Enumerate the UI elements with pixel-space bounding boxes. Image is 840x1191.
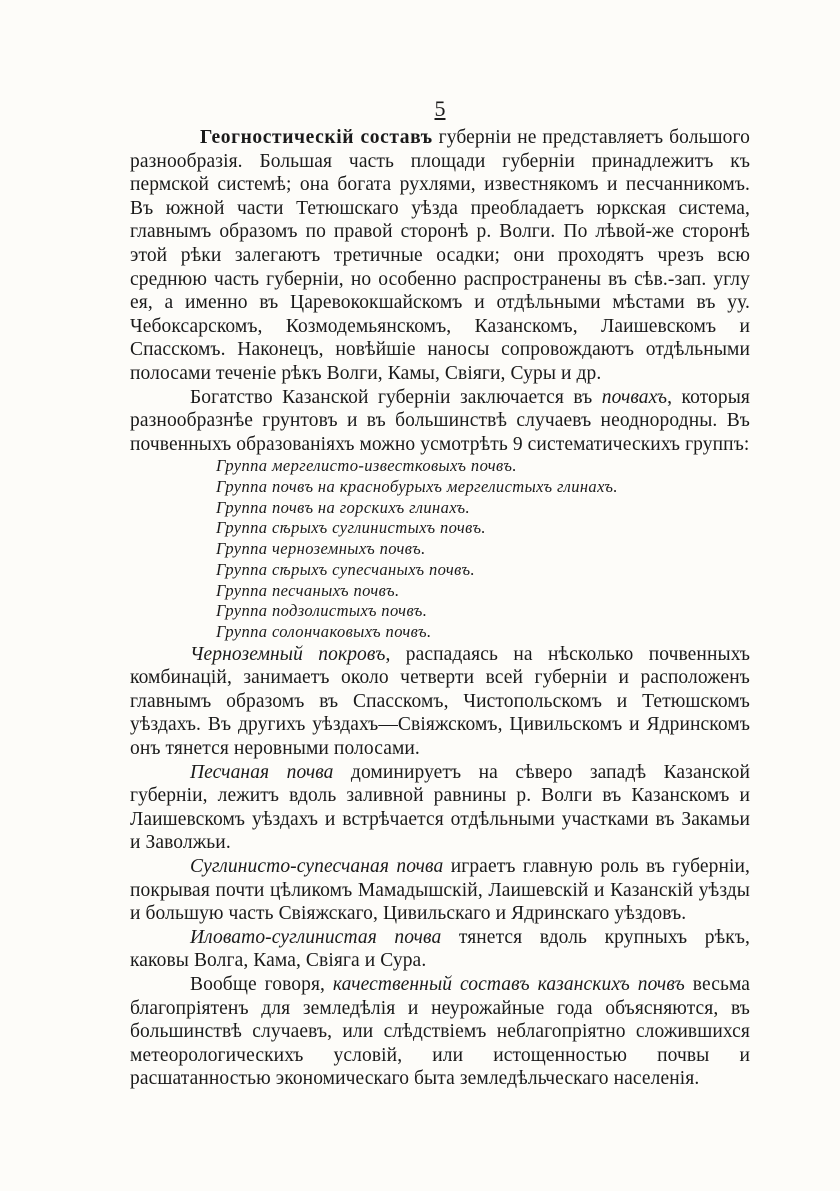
paragraph-italic-term: Песчаная почва [190,761,334,783]
paragraph-italic-term: качественный составъ казанскихъ почвъ [332,973,685,995]
soil-group-item: Группа песчаныхъ почвъ. [216,580,400,600]
paragraph-lead-heading: Геогностическій составъ [200,127,433,148]
paragraph-general-conclusion [130,973,750,1091]
paragraph-text: тянется вдоль крупныхъ рѣкъ, каковы Волга, Кама, Свіяга и Сура. [130,926,750,972]
soil-group-item: Группа сѣрыхъ суглинистыхъ почвъ. [216,518,486,538]
paragraph-italic-term: Суглинисто-супесчаная почва [190,855,444,877]
paragraph-text: играетъ главную роль въ губерніи, покрывая почти цѣликомъ Мамадышскій, Лаишевскій и Казанскій уѣзды и большую часть Свіяжскаго, Цивильскаго и Ядринскаго уѣздовъ. [130,855,751,925]
page-number: 5 [434,96,446,121]
soil-group-item: Группа подзолистыхъ почвъ. [216,601,428,621]
soil-group-item: Группа черноземныхъ почвъ. [216,539,426,559]
soil-group-item: Группа сѣрыхъ супесчаныхъ почвъ. [216,559,475,579]
paragraph-sandy-soil [130,761,750,855]
paragraph-text-after: , которыя разнообразнѣе грунтовъ и въ большинствѣ случаевъ неоднородны. Въ почвенныхъ образованіяхъ можно усмотрѣть 9 систематическихъ группъ: [130,386,750,455]
paragraph-silty-loam-soil [130,926,750,973]
document-page [130,96,750,1091]
soil-group-item: Группа мергелисто-известковыхъ почвъ. [216,456,517,476]
soil-groups-list [130,456,750,642]
paragraph-text-before: Богатство Казанской губерніи заключается въ [190,386,602,408]
paragraph-italic-term: Иловато-суглинистая почва [190,926,442,948]
soil-group-item: Группа солончаковыхъ почвъ. [216,621,432,641]
paragraph-text: , распадаясь на нѣсколько почвенныхъ комбинацій, занимаетъ около четверти всей губерніи и расположенъ главнымъ образомъ въ Спасскомъ, Чистопольскомъ и Тетюшскомъ уѣздахъ. Въ другихъ уѣздахъ—Свіяжскомъ, Цивильскомъ и Ядринскомъ онъ тянется неровными полосами. [130,643,750,760]
paragraph-chernozem [130,643,750,761]
paragraph-text-before: Вообще говоря, [190,973,333,995]
soil-group-item: Группа почвъ на краснобурыхъ мергелистыхъ глинахъ. [216,477,618,497]
paragraph-text: доминируетъ на сѣверо западѣ Казанской губерніи, лежитъ вдоль заливной равнины р. Волги въ Казанскомъ и Лаишевскомъ уѣздахъ и встрѣчается отдѣльными участками въ Закамьи и Заволжьи. [130,761,750,854]
paragraph-text: губерніи не представляетъ большого разнообразія. Большая часть площади губерніи принадлежитъ къ пермской системѣ; она богата рухлями, известнякомъ и песчанникомъ. Въ южной части Тетюшскаго уѣзда преобладаетъ юркская система, главнымъ образомъ по правой сторонѣ р. Волги. По лѣвой-же сторонѣ этой рѣки залегаютъ третичные осадки; они проходятъ чрезъ всю среднюю часть губерніи, но особенно распространены въ сѣв.-зап. углу ея, а именно въ Царевококшайскомъ и отдѣльными мѣстами въ уу. Чебоксарскомъ, Козмодемьянскомъ, Казанскомъ, Лаишевскомъ и Спасскомъ. Наконецъ, новѣйшіе наносы сопровождаютъ отдѣльными полосами теченіе рѣкъ Волги, Камы, Свіяги, Суры и др. [130,127,750,384]
paragraph-soil-wealth [130,386,750,457]
paragraph-text-after: весьма благопріятенъ для земледѣлія и неурожайные года объясняются, въ большинствѣ случаевъ, или слѣдствіемъ неблагопріятно сложившихся метеорологическихъ условій, или истощенностью почвы и расшатанностью экономическаго быта земледѣльческаго населенія. [130,973,751,1090]
paragraph-geognostic-composition [130,126,750,386]
paragraph-italic-term: почвахъ [601,386,668,408]
paragraph-loamy-sandy-soil [130,855,750,926]
paragraph-italic-term: Черноземный покровъ [190,643,386,665]
soil-group-item: Группа почвъ на горскихъ глинахъ. [216,497,471,517]
